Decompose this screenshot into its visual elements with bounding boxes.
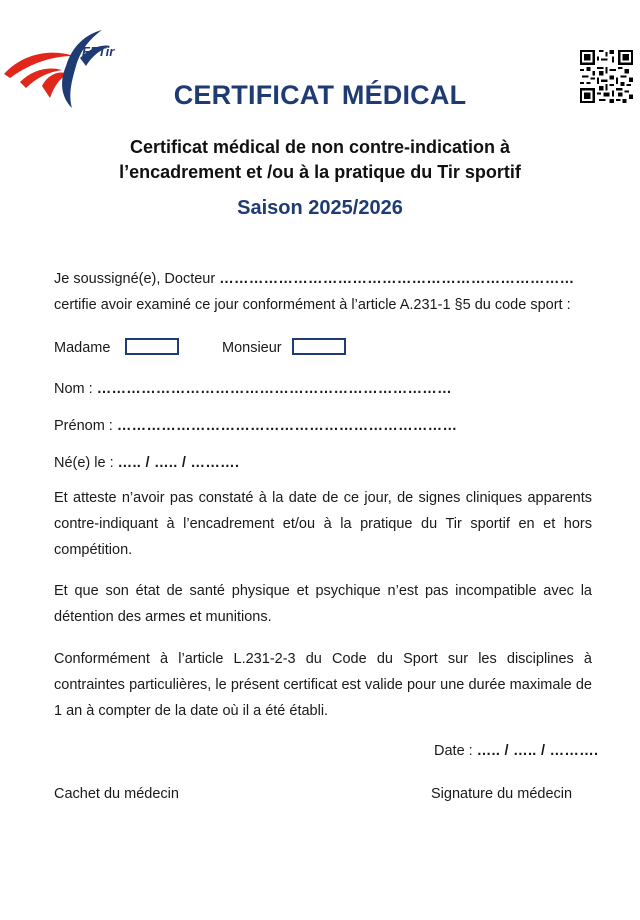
nom-line [54, 381, 452, 397]
madame-checkbox[interactable] [125, 338, 179, 355]
date-field[interactable]: ….. / ….. / ………. [476, 743, 599, 759]
prenom-field[interactable]: …………………………………………………………… [116, 418, 458, 434]
date-label: Date : [434, 743, 473, 759]
madame-label: Madame [54, 340, 111, 356]
birthdate-field[interactable]: ….. / ….. / ………. [117, 455, 240, 471]
stamp-label: Cachet du médecin [54, 786, 179, 802]
certify-text: certifie avoir examiné ce jour conformément à l’article A.231-1 §5 du code sport : [54, 297, 571, 313]
doctor-line [54, 271, 574, 287]
subtitle-line-2: l’encadrement et /ou à la pratique du Tir sportif [119, 162, 521, 182]
health-paragraph: Et que son état de santé physique et psychique n’est pas incompatible avec la détention des armes et munitions. [54, 583, 592, 625]
prenom-line [54, 418, 457, 434]
attestation-paragraph: Et atteste n’avoir pas constaté à la date de ce jour, de signes cliniques apparents contre-indiquant à l’encadrement et/ou à la pratique du Tir sportif en et hors compétition. [54, 490, 592, 558]
logo-text: FFTir [82, 44, 115, 59]
season-label: Saison 2025/2026 [237, 197, 403, 219]
doctor-label: Je soussigné(e), Docteur [54, 271, 216, 287]
prenom-label: Prénom : [54, 418, 113, 434]
subtitle-line-1: Certificat médical de non contre-indication à [129, 137, 511, 157]
monsieur-label: Monsieur [222, 340, 282, 356]
validity-paragraph: Conformément à l’article L.231-2-3 du Code du Sport sur les disciplines à contraintes particulières, le présent certificat est valide pour une durée maximale de 1 an à compter de la date où il a été établi. [54, 651, 592, 719]
page-title: CERTIFICAT MÉDICAL [173, 80, 467, 110]
doctor-name-field[interactable]: ……………………………………………………………… [219, 271, 575, 287]
date-line [434, 743, 598, 759]
nom-label: Nom : [54, 381, 93, 397]
document-subtitle [60, 135, 580, 185]
signature-label: Signature du médecin [431, 786, 573, 802]
birthdate-label: Né(e) le : [54, 455, 114, 471]
monsieur-checkbox[interactable] [292, 338, 346, 355]
birthdate-line [54, 455, 239, 471]
nom-field[interactable]: ……………………………………………………………… [96, 381, 452, 397]
